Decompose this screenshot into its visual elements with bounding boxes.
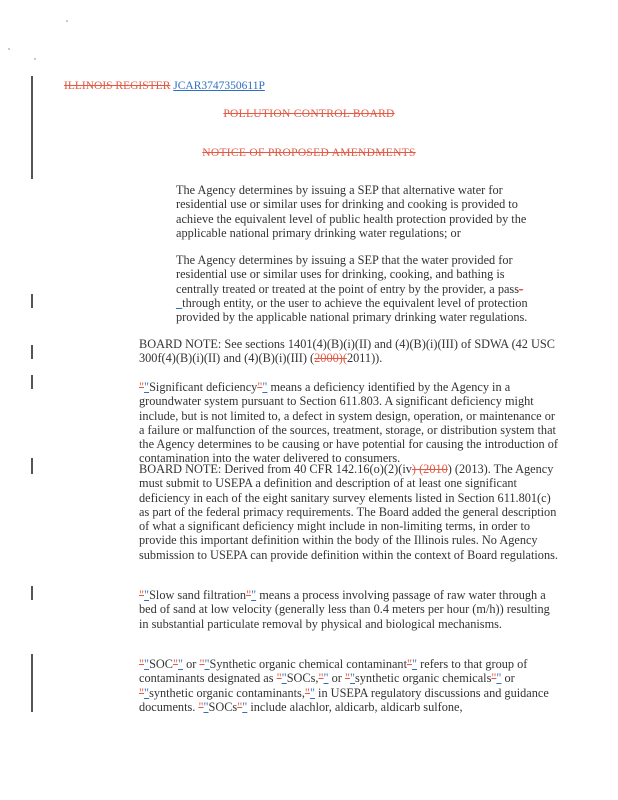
note1-deleted-year: 2000)( [314, 351, 347, 366]
soc-text: include alachlor, aldicarb, aldicarb sulfone, [247, 699, 463, 714]
paragraph-sep-alternative-water: The Agency determines by issuing a SEP that alternative water for residential use or similar uses for drinking and cooking is provided to achieve the equivalent level of public health protection provided by the applicable national primary drinking water regulations; or [176, 183, 527, 240]
p2-inserted-underscore: _ [176, 295, 183, 310]
change-bar [31, 654, 33, 712]
register-code-inserted: JCAR3747350611P [173, 80, 265, 92]
scan-speck [66, 20, 68, 22]
change-bar [31, 458, 33, 474]
soc-text: in USEPA regulatory discussions and guidance documents. [139, 685, 549, 714]
change-bar [31, 345, 33, 359]
board-note-cfr [139, 462, 559, 562]
quote-deleted: " [246, 588, 252, 602]
board-note-sdwa [139, 337, 559, 366]
quote-deleted: " [199, 657, 205, 671]
term-significant-deficiency: Significant deficiency [149, 380, 258, 394]
slow-definition-text: means a process involving passage of raw water through a bed of sand at low velocity (generally less than 0.4 meters per hour (m/h)) resulting in substantial particulate removal by physical and biological mechanisms. [139, 588, 550, 631]
note2-text-b: ) (2013). The Agency must submit to USEPA a definition and description of at least one significant deficiency in each of the eight sanitary survey elements listed in Section 611.801(c) as part of the federal primacy requirements. The Board added the general description of what a significant deficiency might include in non-limiting terms, in order to provide this important definition within the body of the Illinois rules. No Agency submission to USEPA can provide definition within the context of Board regulations. [139, 462, 558, 562]
term-synthetic-organic-chemical-contaminant: Synthetic organic chemical contaminant [209, 657, 407, 671]
paragraph-sep-central-treatment [176, 253, 546, 324]
quote-deleted: " [139, 685, 145, 700]
quote-inserted: " [144, 657, 150, 671]
quote-inserted: " [323, 671, 329, 686]
quote-inserted: " [349, 671, 355, 686]
quote-inserted: " [262, 380, 268, 394]
notice-title-deleted: NOTICE OF PROPOSED AMENDMENTS [202, 147, 416, 159]
p2-deleted-hyphen: - [519, 281, 524, 296]
notice-title [0, 147, 618, 159]
p2-text-a: The Agency determines by issuing a SEP that the water provided for residential use or similar uses for drinking, cooking, and bathing is centrally treated or treated at the point of entry by the provider, a pass [176, 253, 520, 296]
note2-deleted-year: ) (2010 [411, 462, 448, 476]
quote-inserted: " [204, 657, 210, 671]
definition-significant-deficiency [139, 380, 559, 466]
quote-deleted: " [304, 685, 310, 700]
term-socs: SOCs [208, 699, 238, 714]
quote-inserted: " [203, 699, 209, 714]
quote-deleted: " [139, 588, 145, 602]
quote-inserted: " [242, 699, 248, 714]
sig-definition-text: means a deficiency identified by the Agency in a groundwater system pursuant to Section 611.803. A significant deficiency might include, but is not limited to, a defect in system design, operation, or maintenance or a failure or malfunction of the sources, treatment, storage, or distribution system that the Agency determines to be causing or have potential for causing the introduction of contamination into the water delivered to consumers. [139, 380, 558, 466]
quote-deleted: " [172, 657, 179, 671]
term-soc: SOC [149, 657, 173, 671]
quote-deleted: " [198, 699, 204, 714]
quote-deleted: " [344, 671, 350, 686]
quote-inserted: " [144, 685, 150, 700]
scan-speck [8, 48, 10, 50]
scan-speck [34, 58, 36, 60]
change-bar [31, 375, 33, 389]
quote-deleted: " [257, 380, 263, 394]
term-synthetic-organic-chemicals: synthetic organic chemicals [355, 671, 492, 686]
quote-inserted: " [178, 657, 184, 671]
soc-text: refers to that group of contaminants designated as [139, 657, 528, 686]
quote-deleted: " [139, 657, 145, 671]
quote-inserted: " [496, 671, 502, 686]
quote-deleted: " [318, 671, 324, 686]
change-bar [31, 294, 33, 308]
quote-deleted: " [491, 671, 497, 686]
quote-inserted: " [144, 588, 150, 602]
register-header [64, 80, 265, 92]
quote-deleted: " [276, 671, 282, 686]
change-bar [31, 76, 33, 179]
note1-text-b: 2011)). [346, 351, 383, 366]
board-title-deleted: POLLUTION CONTROL BOARD [223, 108, 395, 120]
quote-deleted: " [407, 657, 413, 671]
soc-text: or [501, 671, 515, 686]
quote-deleted: " [139, 380, 145, 394]
term-synthetic-organic-contaminants: synthetic organic contaminants, [149, 685, 305, 700]
note2-text-a: BOARD NOTE: Derived from 40 CFR 142.16(o)(2)(iv [139, 462, 412, 476]
definition-soc [139, 657, 559, 714]
definition-slow-sand-filtration [139, 588, 559, 631]
soc-text: or [183, 657, 200, 671]
term-socs: SOCs, [286, 671, 319, 686]
p2-text-b: through entity, or the user to achieve the equivalent level of protection provided by the applicable national primary drinking water regulations. [176, 295, 528, 325]
term-slow-sand-filtration: Slow sand filtration [149, 588, 247, 602]
quote-inserted: " [251, 588, 257, 602]
soc-text: or [328, 671, 345, 686]
quote-inserted: " [281, 671, 287, 686]
register-title-deleted: ILLINOIS REGISTER [64, 80, 171, 92]
quote-inserted: " [412, 657, 418, 671]
quote-deleted: " [237, 699, 243, 714]
change-bar [31, 586, 33, 600]
quote-inserted: " [144, 380, 150, 394]
board-title [0, 108, 618, 120]
note1-text-a: BOARD NOTE: See sections 1401(4)(B)(i)(II) and (4)(B)(i)(III) of SDWA (42 USC 300f(4)(B)(i)(II) and (4)(B)(i)(III) ( [139, 337, 555, 366]
quote-inserted: " [309, 685, 315, 700]
